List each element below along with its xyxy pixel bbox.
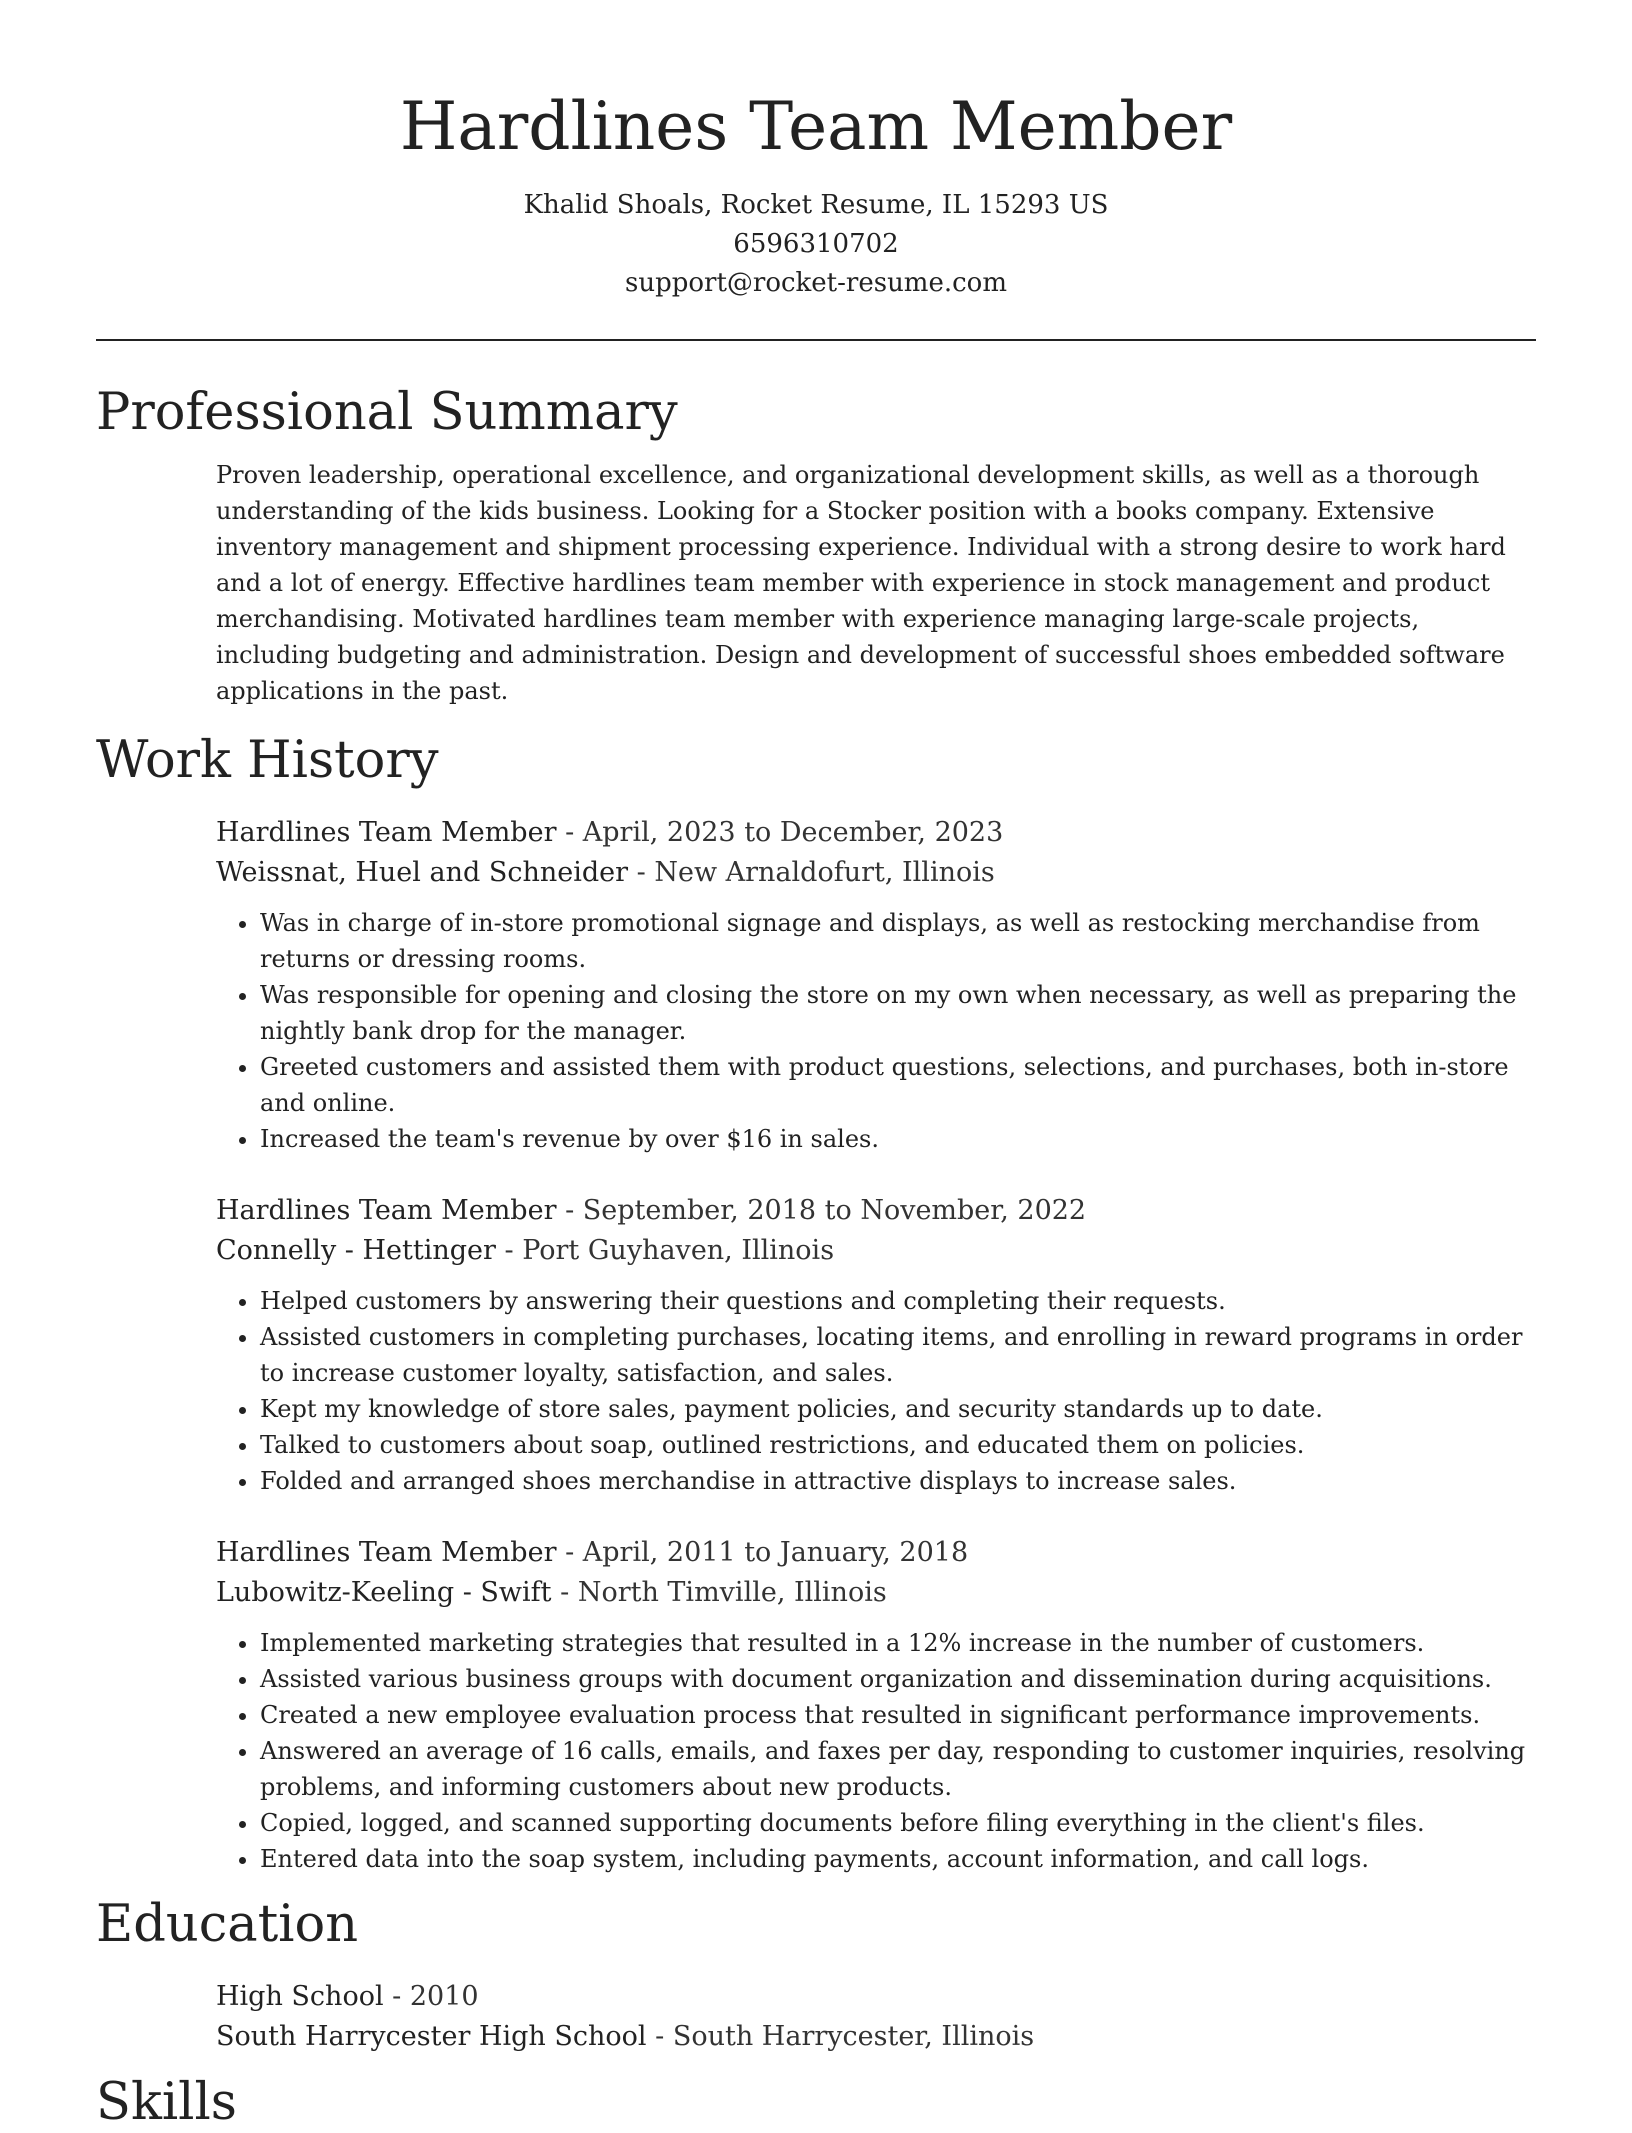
list-item: • Folded and arranged shoes merchandise in attractive displays to increase sales. (260, 1463, 1536, 1499)
list-item: • Assisted customers in completing purchases, locating items, and enrolling in reward programs in order to increase customer loyalty, satisfaction, and sales. (260, 1319, 1536, 1391)
job-entry (216, 1191, 1536, 1499)
list-item: • Kept my knowledge of store sales, payment policies, and security standards up to date. (260, 1391, 1536, 1427)
company-name: Weissnat, Huel and Schneider (216, 857, 629, 888)
list-item: • Was responsible for opening and closing the store on my own when necessary, as well as preparing the nightly bank drop for the manager. (260, 977, 1536, 1049)
contact-phone: 6596310702 (733, 229, 899, 259)
list-item: • Entered data into the soap system, including payments, account information, and call logs. (260, 1841, 1536, 1877)
job-entry (216, 813, 1536, 1157)
job-title-line (216, 813, 1536, 853)
section-education (96, 1895, 1536, 2057)
resume-page (96, 0, 1536, 2132)
job-title: Hardlines Team Member (216, 1537, 557, 1568)
list-item: • Talked to customers about soap, outlined restrictions, and educated them on policies. (260, 1427, 1536, 1463)
education-degree: High School (216, 1981, 384, 2012)
education-degree-line (216, 1977, 1536, 2017)
list-item: • Created a new employee evaluation process that resulted in significant performance improvements. (260, 1697, 1536, 1733)
list-item: • Helped customers by answering their questions and completing their requests. (260, 1283, 1536, 1319)
job-title: Hardlines Team Member (216, 817, 557, 848)
contact-address: Khalid Shoals, Rocket Resume, IL 15293 US (523, 190, 1109, 220)
job-bullets (216, 1283, 1536, 1499)
section-heading: Professional Summary (96, 383, 678, 442)
section-heading: Work History (96, 731, 439, 790)
job-title-line (216, 1191, 1536, 1231)
list-item: • Answered an average of 16 calls, emails, and faxes per day, responding to customer inquiries, resolving problems, and informing customers about new products. (260, 1733, 1536, 1805)
list-item: • Increased the team's revenue by over $16 in sales. (260, 1121, 1536, 1157)
resume-header (96, 0, 1536, 303)
company-location: - North Timville, Illinois (551, 1577, 887, 1608)
job-bullets (216, 905, 1536, 1157)
company-line (216, 1231, 1536, 1271)
company-location: - New Arnaldofurt, Illinois (628, 857, 995, 888)
list-item: • Greeted customers and assisted them with product questions, selections, and purchases, both in-store and online. (260, 1049, 1536, 1121)
company-line (216, 853, 1536, 893)
section-heading: Education (96, 1895, 359, 1954)
education-school: South Harrycester High School (216, 2021, 647, 2052)
company-name: Lubowitz-Keeling - Swift (216, 1577, 552, 1608)
section-heading: Skills (96, 2073, 237, 2132)
job-dates: - April, 2023 to December, 2023 (556, 817, 1004, 848)
job-title-line (216, 1533, 1536, 1573)
job-dates: - September, 2018 to November, 2022 (556, 1195, 1087, 1226)
list-item: • Assisted various business groups with document organization and dissemination during acquisitions. (260, 1661, 1536, 1697)
section-work-history (96, 731, 1536, 1877)
header-divider (96, 339, 1536, 341)
job-title: Hardlines Team Member (216, 1195, 557, 1226)
contact-info (96, 186, 1536, 303)
education-location: - South Harrycester, Illinois (646, 2021, 1035, 2052)
section-skills (96, 2073, 1536, 2133)
company-name: Connelly - Hettinger (216, 1235, 496, 1266)
company-line (216, 1573, 1536, 1613)
education-entry (216, 1977, 1536, 2057)
education-year: - 2010 (383, 1981, 479, 2012)
job-entry (216, 1533, 1536, 1877)
list-item: • Was in charge of in-store promotional signage and displays, as well as restocking merchandise from returns or dressing rooms. (260, 905, 1536, 977)
company-location: - Port Guyhaven, Illinois (495, 1235, 835, 1266)
list-item: • Implemented marketing strategies that resulted in a 12% increase in the number of customers. (260, 1625, 1536, 1661)
job-dates: - April, 2011 to January, 2018 (556, 1537, 969, 1568)
job-bullets (216, 1625, 1536, 1877)
summary-text: Proven leadership, operational excellence, and organizational development skills, as well as a thorough understanding of the kids business. Looking for a Stocker position with a books company. Extensive inventory management and shipment processing experience. Individual with a strong desire to work hard and a lot of energy. Effective hardlines team member with experience in stock management and product merchandising. Motivated hardlines team member with experience managing large-scale projects, including budgeting and administration. Design and development of successful shoes embedded software applications in the past. (216, 461, 1506, 705)
education-school-line (216, 2017, 1536, 2057)
contact-email: support@rocket-resume.com (624, 268, 1007, 298)
section-professional-summary (96, 383, 1536, 709)
list-item: • Copied, logged, and scanned supporting documents before filing everything in the client's files. (260, 1805, 1536, 1841)
resume-name: Hardlines Team Member (399, 88, 1233, 165)
